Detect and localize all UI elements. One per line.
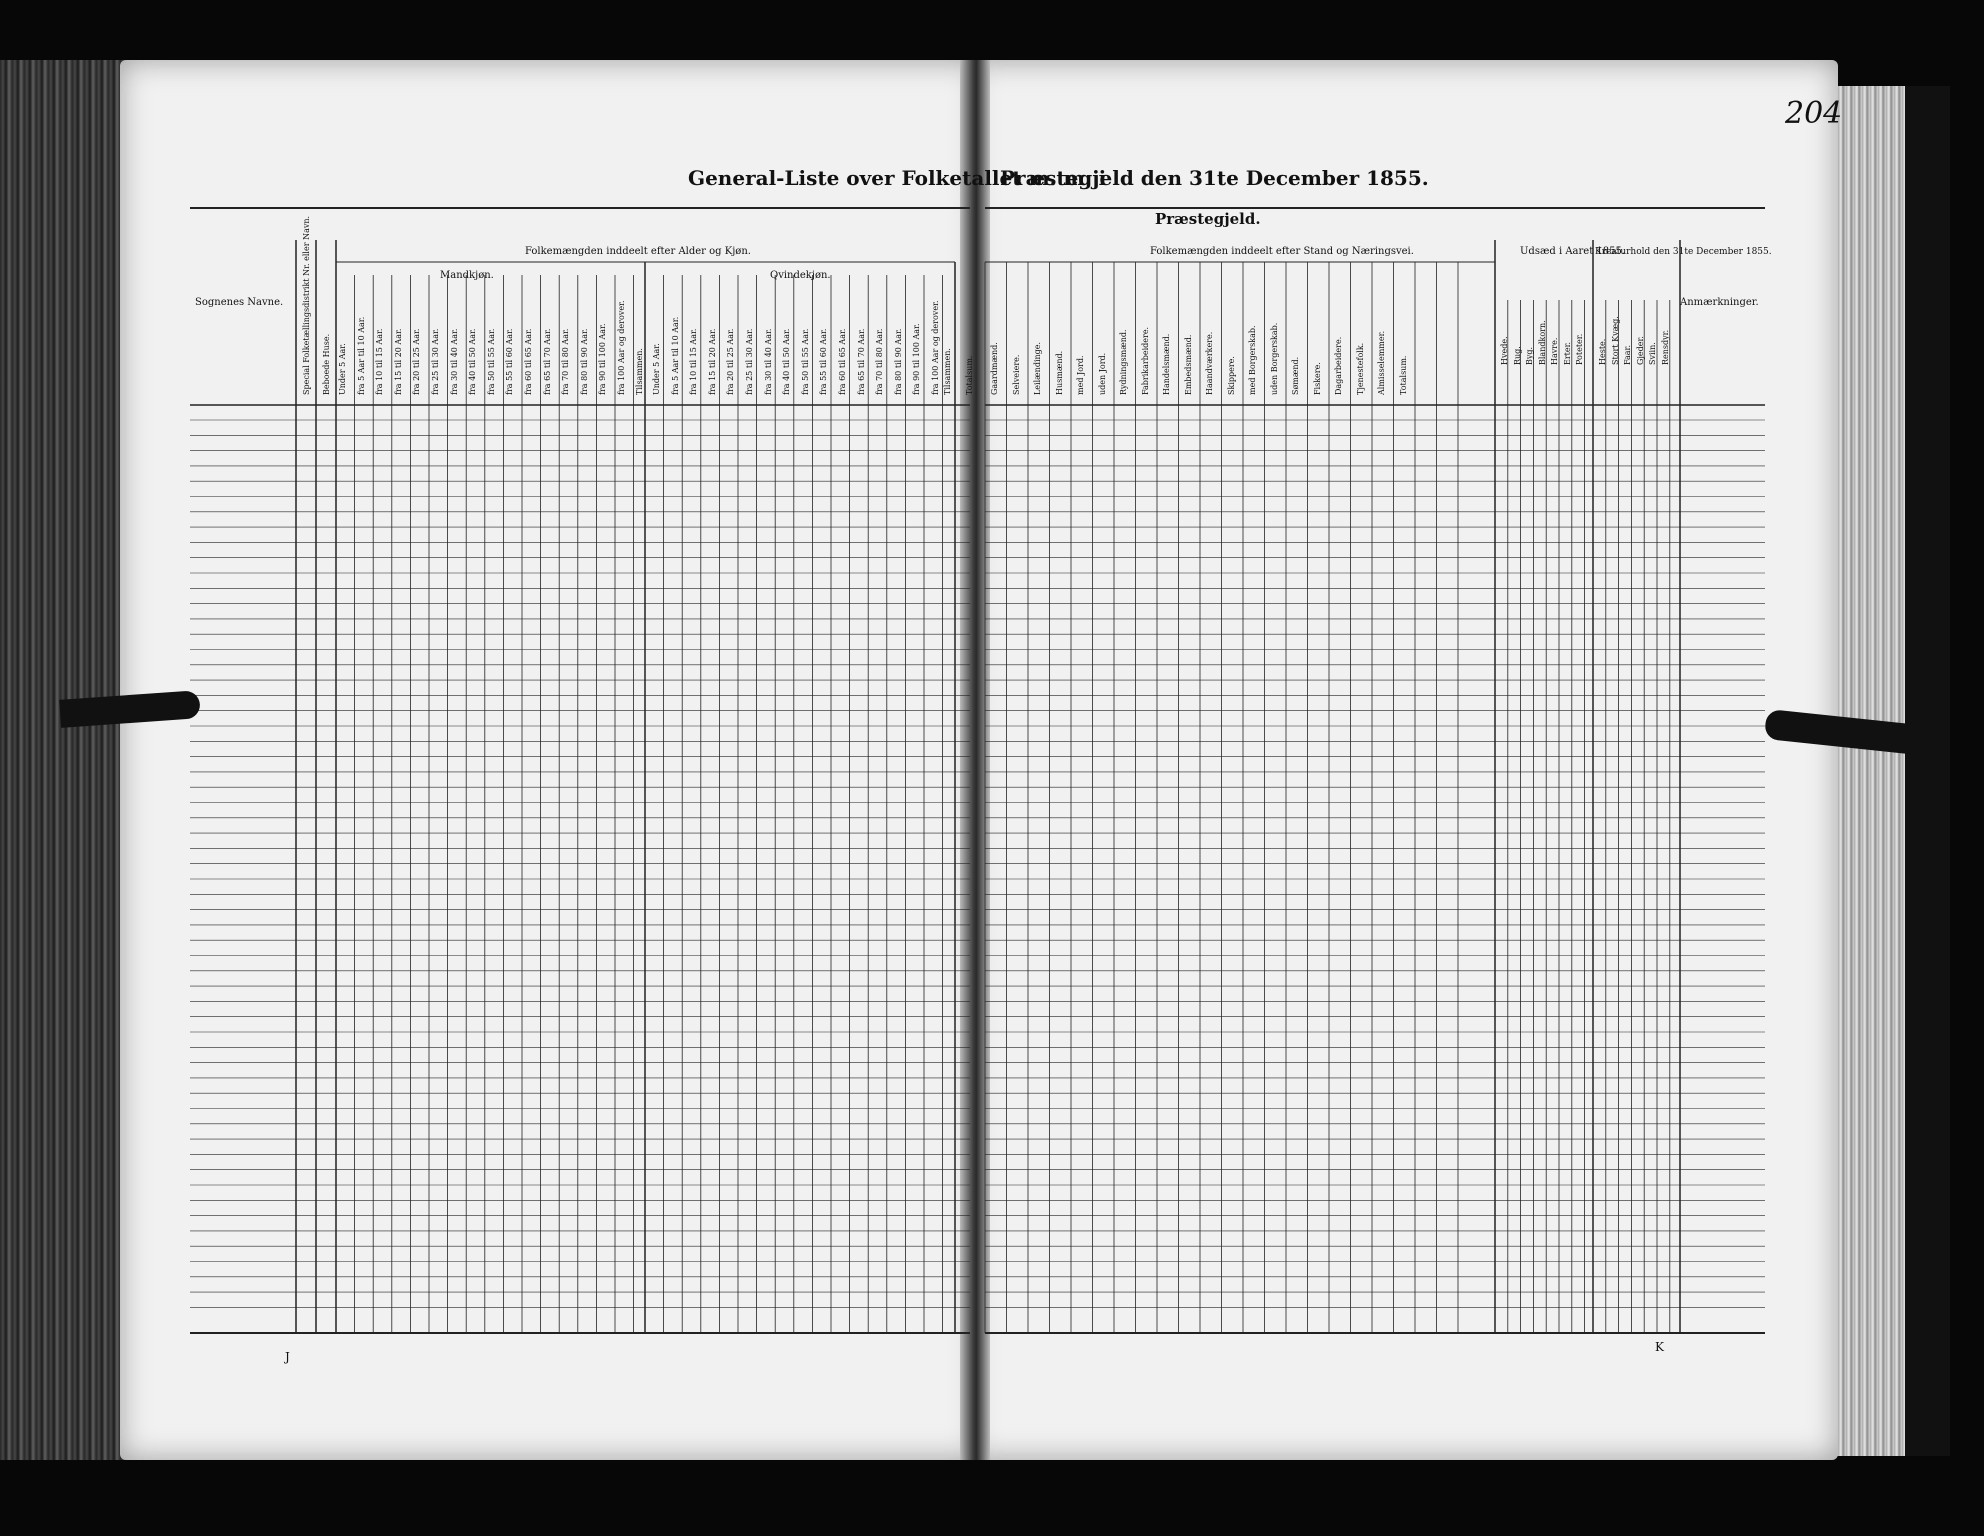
male-age-col-7: fra 40 til 50 Aar.	[468, 328, 478, 395]
livestock-col-3: Gjeder.	[1635, 336, 1645, 365]
female-age-col-12: fra 70 til 80 Aar.	[875, 328, 885, 395]
livestock-col-2: Faar.	[1623, 344, 1632, 365]
occupation-col-3: Husmænd.	[1054, 350, 1064, 395]
female-age-col-4: fra 20 til 25 Aar.	[726, 328, 736, 395]
male-age-col-0: Under 5 Aar.	[338, 343, 347, 395]
male-total-header: Tilsammen.	[635, 348, 644, 395]
occupation-col-18: Almisselemmer.	[1377, 330, 1386, 395]
seed-col-1: Rug.	[1512, 346, 1522, 365]
footer-mark-left: J	[285, 1350, 290, 1364]
female-age-col-13: fra 80 til 90 Aar.	[893, 328, 903, 395]
male-age-col-6: fra 30 til 40 Aar.	[449, 328, 459, 395]
occupation-col-8: Handelsmænd.	[1162, 333, 1171, 395]
occupation-col-0: Gaardmænd.	[990, 342, 999, 395]
male-age-col-12: fra 70 til 80 Aar.	[561, 328, 571, 395]
occupation-col-14: Sømænd.	[1291, 356, 1300, 395]
occupation-col-16: Dagarbeidere.	[1334, 336, 1343, 395]
male-age-col-13: fra 80 til 90 Aar.	[579, 328, 589, 395]
occupation-group-header: Folkemængden inddeelt efter Stand og Næringsvei.	[1150, 246, 1414, 257]
occupation-col-15: Fiskere.	[1312, 362, 1322, 395]
female-age-col-9: fra 55 til 60 Aar.	[819, 328, 829, 395]
male-age-col-8: fra 50 til 55 Aar.	[486, 328, 496, 395]
seed-col-3: Blandkorn.	[1537, 320, 1547, 365]
female-age-col-2: fra 10 til 15 Aar.	[689, 328, 699, 395]
female-age-col-10: fra 60 til 65 Aar.	[838, 328, 847, 395]
female-age-col-8: fra 50 til 55 Aar.	[800, 328, 810, 395]
female-age-col-6: fra 30 til 40 Aar.	[763, 328, 773, 395]
occupation-col-1: Selveiere.	[1011, 354, 1021, 395]
seed-col-4: Havre.	[1550, 337, 1559, 365]
subtitle: Præstegjeld.	[1155, 210, 1261, 228]
livestock-col-1: Stort Kvæg.	[1610, 316, 1620, 365]
occupation-col-6: Rydningsmænd.	[1119, 329, 1128, 395]
female-age-col-14: fra 90 til 100 Aar.	[912, 323, 922, 395]
male-age-col-15: fra 100 Aar og derover.	[617, 300, 626, 395]
occupation-col-4: med Jord.	[1076, 355, 1085, 395]
seed-col-0: Hvede.	[1500, 336, 1509, 365]
livestock-header: Kreaturhold den 31te December 1855.	[1595, 247, 1772, 257]
female-age-col-3: fra 15 til 20 Aar.	[707, 328, 717, 395]
male-age-col-2: fra 10 til 15 Aar.	[375, 328, 385, 395]
occupation-col-13: uden Borgerskab.	[1269, 322, 1279, 395]
grand-total-header: Totalsum.	[965, 355, 974, 395]
female-age-col-7: fra 40 til 50 Aar.	[782, 328, 792, 395]
livestock-col-5: Rensdyr.	[1660, 329, 1670, 365]
male-age-col-10: fra 60 til 65 Aar.	[524, 328, 533, 395]
female-age-col-1: fra 5 Aar til 10 Aar.	[670, 316, 680, 395]
district-column-header: Special Folketællingsdistrikt Nr. eller Navn.	[302, 215, 311, 395]
female-age-col-15: fra 100 Aar og derover.	[931, 300, 940, 395]
female-header: Qvindekjøn.	[770, 270, 831, 281]
male-header: Mandkjøn.	[440, 270, 494, 281]
page-number: 204	[1785, 96, 1843, 131]
parish-names-header: Sognenes Navne.	[195, 297, 284, 308]
livestock-col-4: Sviin.	[1648, 342, 1657, 365]
occupation-col-7: Fabrikarbeidere.	[1140, 326, 1150, 395]
female-total-header: Tilsammen.	[943, 348, 952, 395]
title-left: General-Liste over Folketallet m. m. i	[688, 166, 1107, 190]
remarks-header: Anmærkninger.	[1680, 297, 1759, 308]
occupation-col-19: Totalsum.	[1398, 355, 1408, 395]
male-age-col-14: fra 90 til 100 Aar.	[598, 323, 608, 395]
title-right: Præstegjeld den 31te December 1855.	[1000, 166, 1429, 190]
houses-column-header: Beboede Huse.	[322, 333, 331, 395]
male-age-col-4: fra 20 til 25 Aar.	[412, 328, 422, 395]
male-age-col-3: fra 15 til 20 Aar.	[393, 328, 403, 395]
occupation-col-11: Skippere.	[1226, 356, 1236, 395]
footer-mark-right: K	[1655, 1340, 1664, 1354]
male-age-col-9: fra 55 til 60 Aar.	[505, 328, 515, 395]
seed-col-6: Poteter.	[1575, 333, 1584, 365]
female-age-col-0: Under 5 Aar.	[652, 343, 661, 395]
seed-header: Udsæd i Aaret 1855.	[1520, 246, 1626, 257]
female-age-col-11: fra 65 til 70 Aar.	[856, 328, 866, 395]
male-age-col-11: fra 65 til 70 Aar.	[542, 328, 552, 395]
male-age-col-1: fra 5 Aar til 10 Aar.	[356, 316, 366, 395]
seed-col-5: Erter.	[1562, 341, 1572, 365]
occupation-col-9: Embedsmænd.	[1183, 334, 1193, 395]
occupation-col-5: uden Jord.	[1097, 352, 1107, 395]
occupation-col-2: Leilændinge.	[1033, 341, 1042, 395]
male-age-col-5: fra 25 til 30 Aar.	[431, 328, 440, 395]
age-sex-group-header: Folkemængden inddeelt efter Alder og Kjøn.	[525, 246, 751, 257]
female-age-col-5: fra 25 til 30 Aar.	[745, 328, 754, 395]
seed-col-2: Byg.	[1525, 346, 1534, 365]
occupation-col-10: Haandværkere.	[1205, 331, 1214, 395]
occupation-col-17: Tjenestefolk.	[1355, 342, 1365, 395]
livestock-col-0: Heste.	[1598, 338, 1607, 365]
occupation-col-12: med Borgerskab.	[1248, 325, 1257, 395]
